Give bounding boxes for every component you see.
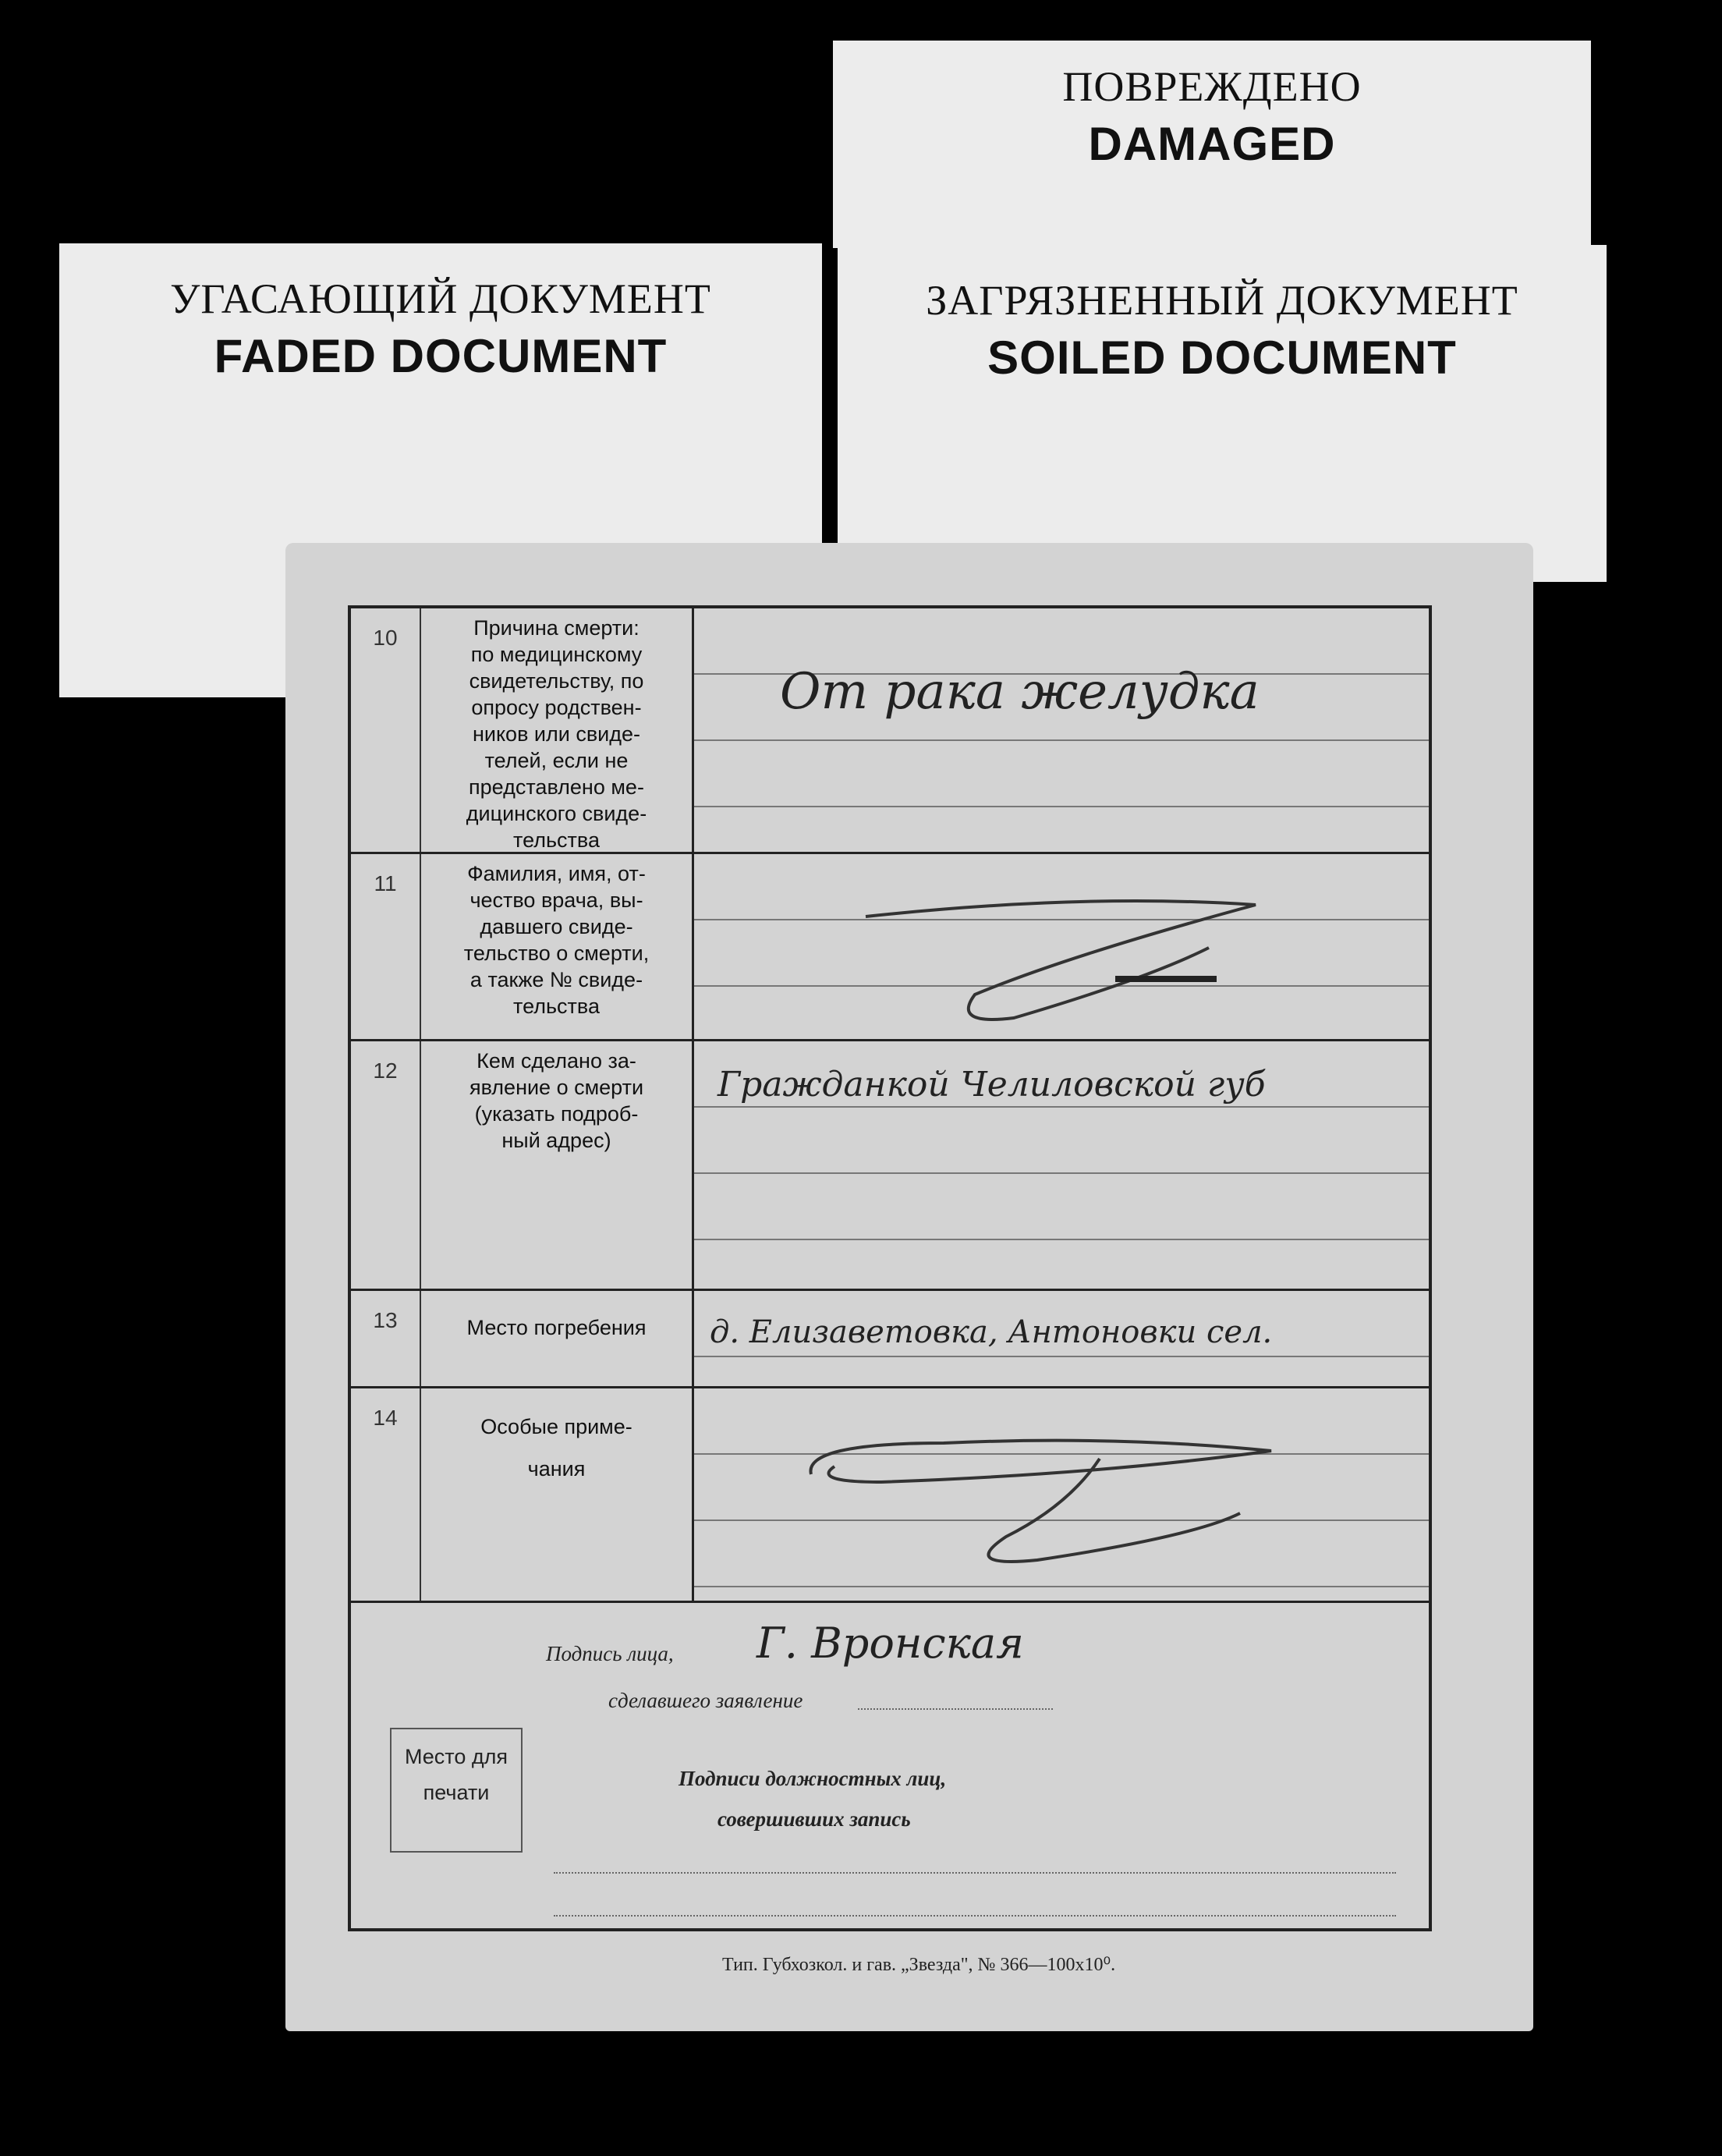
- row-cause-of-death: [351, 608, 1429, 854]
- faded-ru: УГАСАЮЩИЙ ДОКУМЕНТ: [170, 275, 711, 322]
- faded-en: FADED DOCUMENT: [214, 330, 668, 382]
- row-value-area: [694, 1388, 1429, 1601]
- handwritten-burial-place: д. Елизаветовка, Антоновки сел.: [710, 1314, 1273, 1350]
- officials-label-2: совершивших запись: [718, 1807, 911, 1831]
- officials-line-1: [554, 1872, 1396, 1874]
- handwritten-cause: От рака желудка: [780, 663, 1260, 721]
- row-number: 12: [351, 1041, 421, 1289]
- officials-label: Подписи должностных лиц,: [679, 1767, 947, 1790]
- soiled-ru: ЗАГРЯЗНЕННЫЙ ДОКУМЕНТ: [926, 277, 1518, 324]
- row-burial-place: [351, 1291, 1429, 1388]
- row-label: Особые приме- чания: [421, 1388, 694, 1601]
- declarant-signature-label: Подпись лица,: [546, 1642, 674, 1665]
- signature-block: [351, 1603, 1429, 1934]
- row-notes: [351, 1388, 1429, 1603]
- stamp-place-box: Место для печати: [390, 1728, 523, 1853]
- handwritten-declarant: Гражданкой Челиловской губ: [718, 1065, 1266, 1105]
- form-frame: [348, 605, 1432, 1931]
- row-label: Фамилия, имя, от- чество врача, вы- давшего свиде- тельство о смерти, а также № свиде- тельства: [421, 854, 694, 1039]
- row-label: Место погребения: [421, 1291, 694, 1386]
- damaged-card: [833, 41, 1591, 248]
- signature-line: [858, 1708, 1053, 1710]
- officials-line-2: [554, 1915, 1396, 1917]
- row-doctor: [351, 854, 1429, 1041]
- death-record-form: [285, 543, 1533, 2031]
- row-number: 14: [351, 1388, 421, 1601]
- row-label: Причина смерти: по медицинскому свидетельству, по опросу родствен- ников или свиде- телей, если не представлено ме- дицинского свиде- тельства: [421, 608, 694, 852]
- soiled-card: [838, 245, 1607, 582]
- dash-mark: [850, 862, 1396, 1041]
- row-number: 10: [351, 608, 421, 852]
- row-label: Кем сделано за- явление о смерти (указать подроб- ный адрес): [421, 1041, 694, 1289]
- row-value-area: [694, 608, 1429, 852]
- dash-mark: [788, 1396, 1334, 1599]
- row-declarant: [351, 1041, 1429, 1291]
- declarant-signature-label-2: сделавшего заявление: [608, 1689, 803, 1712]
- row-number: 13: [351, 1291, 421, 1386]
- damaged-ru: ПОВРЕЖДЕНО: [1062, 63, 1362, 110]
- declarant-signature: Г. Вронская: [756, 1619, 1024, 1668]
- printer-imprint: Тип. Губхозкол. и гав. „Звезда", № 366—100х10⁰.: [722, 1955, 1116, 1975]
- row-value-area: [694, 854, 1429, 1039]
- soiled-en: SOILED DOCUMENT: [987, 332, 1457, 384]
- damaged-en: DAMAGED: [1088, 118, 1336, 170]
- row-value-area: [694, 1291, 1429, 1386]
- row-value-area: [694, 1041, 1429, 1289]
- row-number: 11: [351, 854, 421, 1039]
